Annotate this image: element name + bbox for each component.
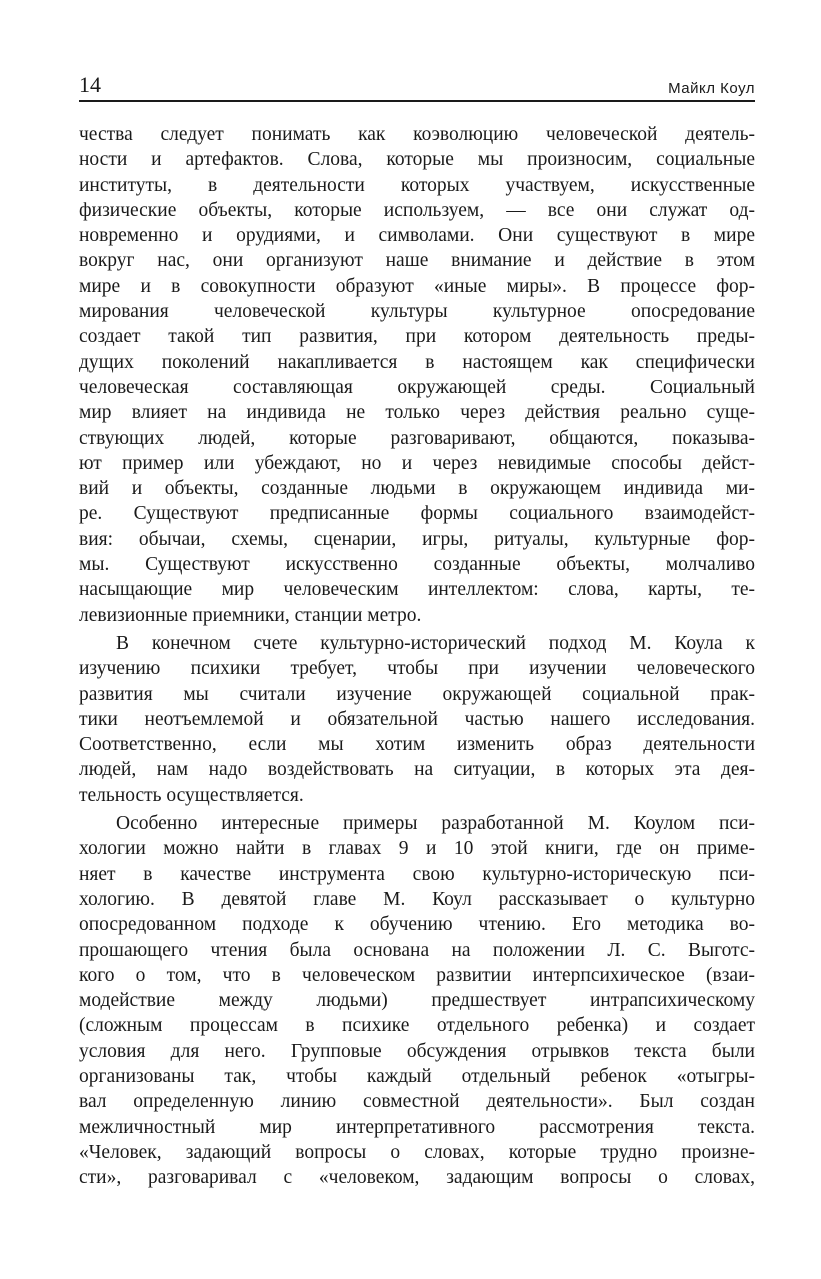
text-line: чества следует понимать как коэволюцию человеческой деятель- — [79, 124, 755, 145]
paragraph-1 — [79, 122, 755, 628]
text-line: людей, нам надо воздействовать на ситуации, в которых эта дея- — [79, 759, 755, 781]
text-line: Особенно интересные примеры разработанной М. Коулом пси- — [116, 813, 755, 835]
text-line: межличностный мир интерпретативного рассмотрения текста. — [79, 1116, 755, 1138]
text-line: изучению психики требует, чтобы при изучении человеческого — [79, 658, 755, 680]
text-line: физические объекты, которые используем, — все они служат од- — [79, 199, 755, 221]
text-line: развития мы считали изучение окружающей социальной прак- — [79, 683, 755, 705]
text-line: хологии можно найти в главах 9 и 10 этой книги, где он приме- — [79, 838, 755, 860]
text-line: Соответственно, если мы хотим изменить образ деятельности — [79, 734, 755, 756]
text-line: вокруг нас, они организуют наше внимание и действие в этом — [79, 250, 755, 272]
text-line: хологию. В девятой главе М. Коул рассказывает о культурно — [79, 888, 755, 910]
text-line: няет в качестве инструмента свою культурно-историческую пси- — [79, 863, 755, 885]
page-header — [79, 74, 755, 102]
text-line: ре. Существуют предписанные формы социального взаимодейст- — [79, 503, 755, 525]
text-line: опосредованном подходе к обучению чтению. Его методика во- — [79, 914, 755, 936]
text-line: мир влияет на индивида не только через действия реально суще- — [79, 402, 755, 424]
text-line: насыщающие мир человеческим интеллектом: слова, карты, те- — [79, 579, 755, 601]
text-line: условия для него. Групповые обсуждения отрывков текста были — [79, 1040, 755, 1062]
page-number: 14 — [79, 72, 101, 97]
text-line: человеческая составляющая окружающей среды. Социальный — [79, 376, 755, 398]
text-line: создает такой тип развития, при котором деятельность преды- — [79, 326, 755, 348]
text-line: сти», разговаривал с «человеком, задающим вопросы о словах, — [79, 1167, 755, 1189]
running-head: Майкл Коул — [668, 80, 755, 97]
text-line: вия: обычаи, схемы, сценарии, игры, ритуалы, культурные фор- — [79, 528, 755, 550]
text-line: институты, в деятельности которых участвуем, искусственные — [79, 174, 755, 196]
text-line: В конечном счете культурно-исторический подход М. Коула к — [116, 632, 755, 654]
text-line: новременно и орудиями, и символами. Они существуют в мире — [79, 225, 755, 247]
text-line: тельность осуществляется. — [79, 784, 304, 806]
text-line: кого о том, что в человеческом развитии интерпсихическое (взаи- — [79, 964, 755, 986]
text-line: «Человек, задающий вопросы о словах, которые трудно произне- — [79, 1141, 755, 1163]
text-line: модействие между людьми) предшествует интрапсихическому — [79, 990, 755, 1012]
text-line: организованы так, чтобы каждый отдельный ребенок «отыгры- — [79, 1065, 755, 1087]
text-line: вал определенную линию совместной деятельности». Был создан — [79, 1091, 755, 1113]
paragraph-3 — [79, 811, 755, 1190]
text-line: мирования человеческой культуры культурное опосредование — [79, 301, 755, 323]
text-line: левизионные приемники, станции метро. — [79, 604, 422, 626]
text-line: ют пример или убеждают, но и через невидимые способы дейст- — [79, 452, 755, 474]
text-line: мы. Существуют искусственно созданные объекты, молчаливо — [79, 554, 755, 576]
body-text — [79, 122, 755, 1190]
text-line: тики неотъемлемой и обязательной частью нашего исследования. — [79, 708, 755, 730]
text-line: прошающего чтения была основана на положении Л. С. Выготс- — [79, 939, 755, 961]
text-line: вий и объекты, созданные людьми в окружающем индивида ми- — [79, 478, 755, 500]
paragraph-2 — [79, 631, 755, 808]
text-line: ности и артефактов. Слова, которые мы произносим, социальные — [79, 149, 755, 171]
text-line: мире и в совокупности образуют «иные миры». В процессе фор- — [79, 275, 755, 297]
text-line: дущих поколений накапливается в настоящем как специфически — [79, 351, 755, 373]
text-line: ствующих людей, которые разговаривают, общаются, показыва- — [79, 427, 755, 449]
text-line: (сложным процессам в психике отдельного ребенка) и создает — [79, 1015, 755, 1037]
